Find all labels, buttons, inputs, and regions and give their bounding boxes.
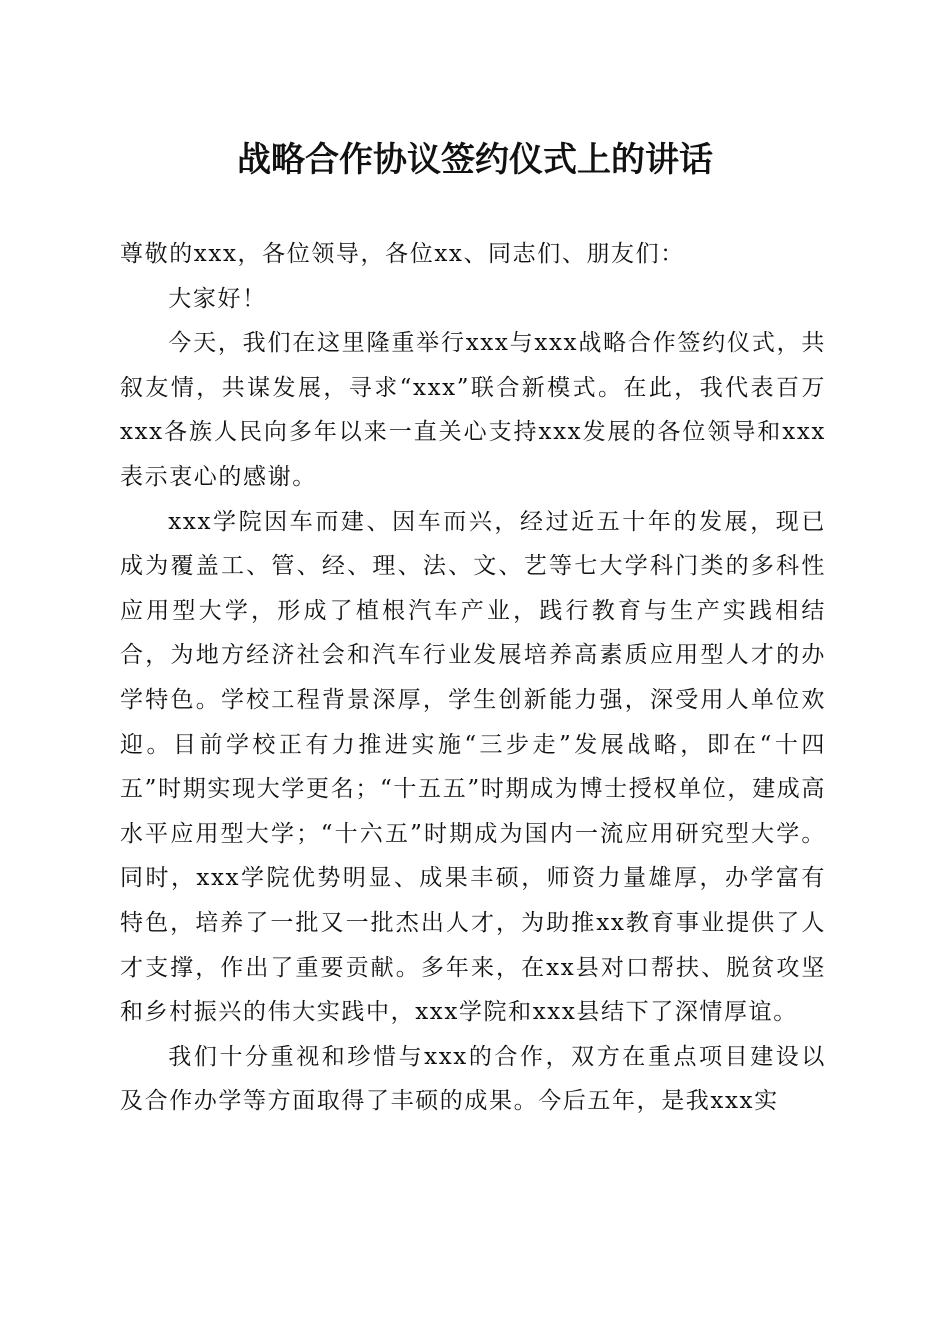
document-title: 战略合作协议签约仪式上的讲话: [237, 140, 713, 180]
paragraph-2: xxx学院因车而建、因车而兴，经过近五十年的发展，现已成为覆盖工、管、经、理、法、文、艺等七大学科门类的多科性应用型大学，形成了植根汽车产业，践行教育与生产实践相结合，为地方经济社会和汽车行业发展培养高素质应用型人才的办学特色。学校工程背景深厚，学生创新能力强，深受用人单位欢迎。目前学校正有力推进实施“三步走”发展战略，即在“十四五”时期实现大学更名；“十五五”时期成为博士授权单位，建成高水平应用型大学；“十六五”时期成为国内一流应用研究型大学。同时，xxx学院优势明显、成果丰硕，师资力量雄厚，办学富有特色，培养了一批又一批杰出人才，为助推xx教育事业提供了人才支撑，作出了重要贡献。多年来，在xx县对口帮扶、脱贫攻坚和乡村振兴的伟大实践中，xxx学院和xxx县结下了深情厚谊。: [120, 508, 826, 1026]
paragraph-3: 我们十分重视和珍惜与xxx的合作，双方在重点项目建设以及合作办学等方面取得了丰硕的成果。今后五年，是我xxx实: [120, 1043, 826, 1115]
greeting-line: 大家好！: [168, 285, 267, 312]
document-body: [120, 232, 826, 1124]
paragraph-1: 今天，我们在这里隆重举行xxx与xxx战略合作签约仪式，共叙友情，共谋发展，寻求“xxx”联合新模式。在此，我代表百万xxx各族人民向多年以来一直关心支持xxx发展的各位领导和xxx表示衷心的感谢。: [120, 330, 826, 490]
salutation-line: 尊敬的xxx，各位领导，各位xx、同志们、朋友们：: [120, 241, 685, 267]
